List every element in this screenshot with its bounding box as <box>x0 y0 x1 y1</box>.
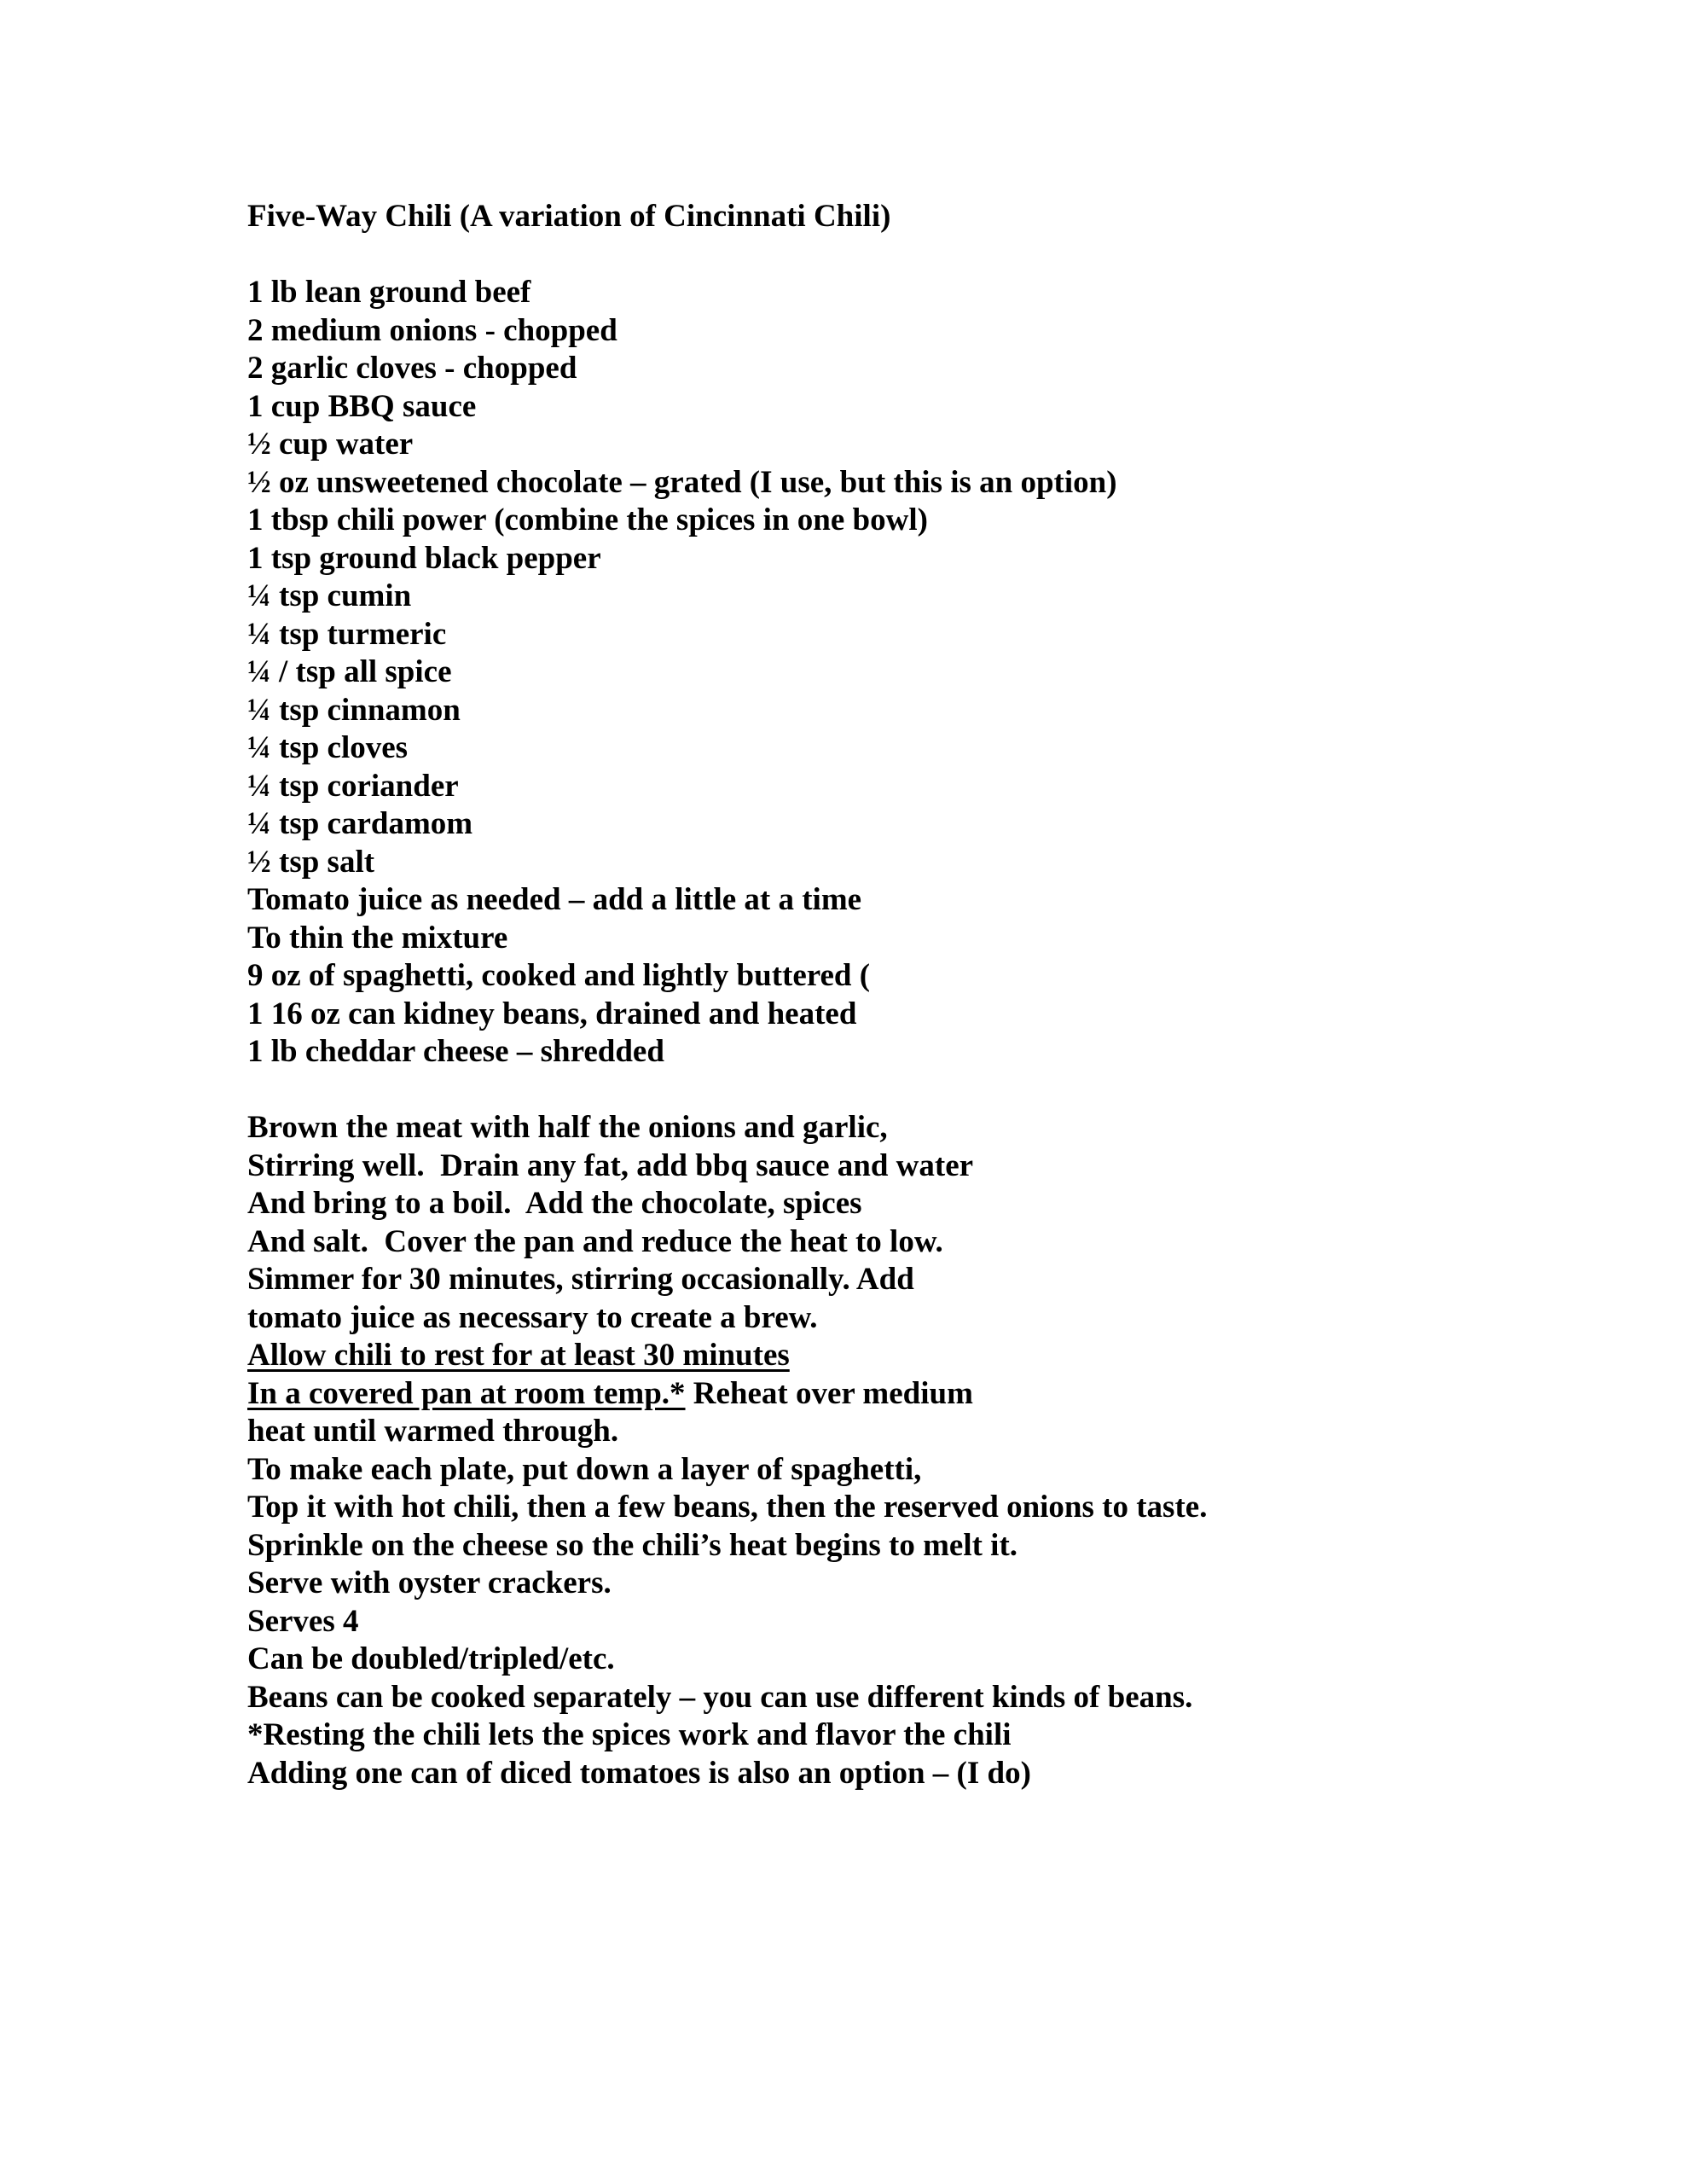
ingredient-line: ½ cup water <box>247 427 414 462</box>
ingredient-line: ¼ tsp cardamom <box>247 806 473 841</box>
ingredient-line: 9 oz of spaghetti, cooked and lightly buttered ( <box>247 958 871 993</box>
ingredient-line: ¼ tsp coriander <box>247 768 459 804</box>
direction-line <box>247 1375 1646 1414</box>
serves-note: Serves 4 <box>247 1603 359 1639</box>
direction-line: Stirring well. Drain any fat, add bbq sauce and water <box>247 1147 974 1183</box>
direction-line: And salt. Cover the pan and reduce the heat to low. <box>247 1223 943 1259</box>
direction-line: Sprinkle on the cheese so the chili’s heat begins to melt it. <box>247 1527 1018 1563</box>
underlined-text: Allow chili to rest for at least 30 minutes <box>247 1338 790 1373</box>
scaling-note: Can be doubled/tripled/etc. <box>247 1641 615 1676</box>
ingredient-line: 1 cup BBQ sauce <box>247 388 477 424</box>
direction-line: Brown the meat with half the onions and garlic, <box>247 1110 888 1145</box>
ingredient-line: 1 lb lean ground beef <box>247 275 531 310</box>
direction-text: Reheat over medium <box>685 1375 973 1411</box>
ingredient-line: Tomato juice as needed – add a little at a time <box>247 882 862 917</box>
directions-block <box>247 1109 1646 1603</box>
direction-line <box>247 1337 1646 1375</box>
direction-line: To make each plate, put down a layer of spaghetti, <box>247 1451 922 1487</box>
resting-note: *Resting the chili lets the spices work and flavor the chili <box>247 1717 1012 1752</box>
ingredient-line: To thin the mixture <box>247 920 508 956</box>
notes-block <box>247 1603 1646 1793</box>
ingredient-line: ½ tsp salt <box>247 844 375 880</box>
underlined-text: In a covered pan at room temp.* <box>247 1375 686 1411</box>
section-spacer <box>247 1072 1646 1110</box>
ingredient-line: ¼ tsp cloves <box>247 730 409 765</box>
direction-line: And bring to a boil. Add the chocolate, spices <box>247 1186 862 1221</box>
direction-line: Top it with hot chili, then a few beans, then the reserved onions to taste. <box>247 1490 1208 1525</box>
ingredient-line: 1 lb cheddar cheese – shredded <box>247 1034 664 1069</box>
ingredient-line: 2 garlic cloves - chopped <box>247 351 577 386</box>
recipe-text <box>247 198 1646 1792</box>
direction-line: heat until warmed through. <box>247 1414 619 1449</box>
ingredient-line: ¼ tsp cumin <box>247 578 412 613</box>
direction-line: tomato juice as necessary to create a brew. <box>247 1299 818 1335</box>
ingredient-line: 1 tbsp chili power (combine the spices in one bowl) <box>247 502 928 537</box>
recipe-title: Five-Way Chili (A variation of Cincinnati Chili) <box>247 199 891 234</box>
direction-line: Serve with oyster crackers. <box>247 1565 612 1600</box>
ingredient-line: ¼ tsp turmeric <box>247 616 447 652</box>
ingredient-line: ¼ tsp cinnamon <box>247 692 461 728</box>
ingredient-line: ¼ / tsp all spice <box>247 654 452 689</box>
ingredient-line: 2 medium onions - chopped <box>247 312 617 348</box>
direction-line: Simmer for 30 minutes, stirring occasionally. Add <box>247 1262 914 1297</box>
tomatoes-note: Adding one can of diced tomatoes is also an option – (I do) <box>247 1755 1031 1791</box>
ingredients-list <box>247 274 1646 1072</box>
beans-note: Beans can be cooked separately – you can use different kinds of beans. <box>247 1679 1193 1715</box>
ingredient-line: ½ oz unsweetened chocolate – grated (I use, but this is an option) <box>247 464 1117 500</box>
ingredient-line: 1 tsp ground black pepper <box>247 540 601 576</box>
ingredient-line: 1 16 oz can kidney beans, drained and heated <box>247 996 857 1031</box>
